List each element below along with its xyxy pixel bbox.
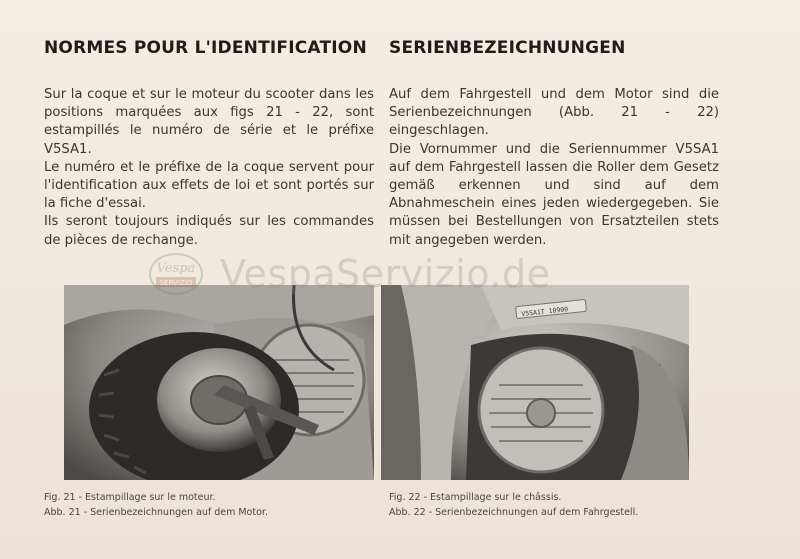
figure-22-caption-fr: Fig. 22 - Estampillage sur le châssis. xyxy=(389,492,562,503)
figure-21-engine-photo xyxy=(64,285,374,480)
german-paragraph-2: Die Vornummer und die Seriennummer V5SA1 auf dem Fahrgestell lassen die Roller dem Gesetz gemäß erkennen und sind auf dem Abnahmeschein eines jeden wiedergegeben. Sie müssen bei Bestellungen von Ersatzteilen stets mit angegeben werden. xyxy=(389,141,719,248)
french-paragraph-3: Ils seront toujours indiqués sur les commandes de pièces de rechange. xyxy=(44,214,374,248)
figure-21-caption-fr: Fig. 21 - Estampillage sur le moteur. xyxy=(44,492,216,503)
german-paragraph-1: Auf dem Fahrgestell und dem Motor sind die Serienbezeichnungen (Abb. 21 - 22) eingeschlagen. xyxy=(389,87,719,139)
svg-text:Vespa: Vespa xyxy=(156,261,196,276)
figure-21-caption-de: Abb. 21 - Serienbezeichnungen auf dem Motor. xyxy=(44,507,268,518)
chassis-stamp-text: V5SA1T 10900 xyxy=(520,305,569,319)
figure-22-caption xyxy=(389,490,638,520)
french-paragraph-1: Sur la coque et sur le moteur du scooter dans les positions marquées aux figs 21 - 22, sont estampillés le numéro de série et le préfixe V5SA1. xyxy=(44,87,374,157)
watermark xyxy=(148,252,550,296)
figure-21-caption xyxy=(44,490,268,520)
vespa-servizio-logo-icon xyxy=(148,252,204,296)
figure-22-caption-de: Abb. 22 - Serienbezeichnungen auf dem Fahrgestell. xyxy=(389,507,639,518)
french-column xyxy=(44,38,374,250)
french-heading: NORMES POUR L'IDENTIFICATION xyxy=(44,38,367,58)
german-heading: SERIENBEZEICHNUNGEN xyxy=(389,38,626,58)
figure-22-chassis-photo xyxy=(381,285,689,480)
french-paragraph-2: Le numéro et le préfixe de la coque servent pour l'identification aux effets de loi et sont portés sur la fiche d'essai. xyxy=(44,159,374,212)
german-column xyxy=(389,38,719,250)
french-body xyxy=(44,86,374,250)
svg-text:SERVIZIO: SERVIZIO xyxy=(159,279,193,287)
german-body xyxy=(389,86,719,250)
watermark-text: VespaServizio.de xyxy=(220,252,551,296)
